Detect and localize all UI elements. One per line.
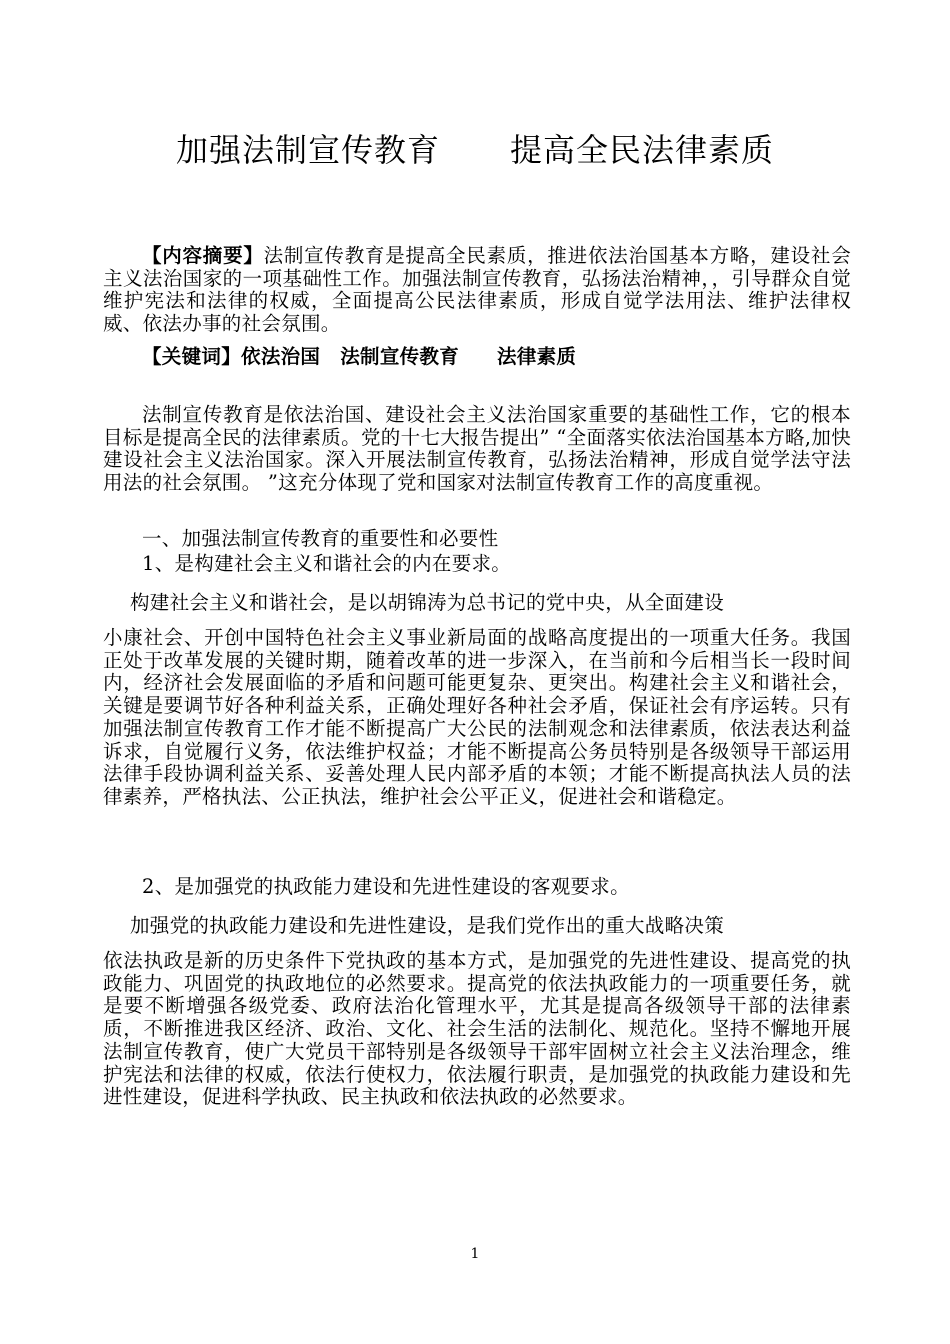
paragraph-2-first-line: 加强党的执政能力建设和先进性建设，是我们党作出的重大战略决策 <box>130 914 725 937</box>
keywords-paragraph <box>103 346 851 369</box>
paragraph-2-body: 依法执政是新的历史条件下党执政的基本方式，是加强党的先进性建设、提高党的执政能力、巩固党的执政地位的必然要求。提高党的依法执政能力的一项重要任务，就是要不断增强各级党委、政府法治化管理水平，尤其是提高各级领导干部的法律素质，不断推进我区经济、政治、文化、社会生活的法制化、规范化。坚持不懈地开展法制宣传教育，使广大党员干部特别是各级领导干部牢固树立社会主义法治理念，维护宪法和法律的权威，依法行使权力，依法履行职责，是加强党的执政能力建设和先进性建设，促进科学执政、民主执政和依法执政的必然要求。 <box>103 949 851 1109</box>
subsection-2-heading: 2、是加强党的执政能力建设和先进性建设的客观要求。 <box>142 875 630 898</box>
keyword-item: 依法治国 <box>241 345 321 368</box>
title-part-2: 提高全民法律素质 <box>510 131 775 169</box>
title-part-1: 加强法制宣传教育 <box>175 131 440 169</box>
subsection-1-heading: 1、是构建社会主义和谐社会的内在要求。 <box>142 552 512 575</box>
page-number: 1 <box>470 1246 480 1262</box>
keywords-label: 【关键词】 <box>142 345 242 368</box>
abstract-label: 【内容摘要】 <box>142 244 264 267</box>
abstract-text: 法制宣传教育是提高全民素质，推进依法治国基本方略，建设社会主义法治国家的一项基础性工作。加强法制宣传教育，弘扬法治精神，，引导群众自觉维护宪法和法律的权威，全面提高公民法律素质，形成自觉学法用法、维护法律权威、依法办事的社会氛围。 <box>103 244 851 336</box>
keyword-item: 法制宣传教育 <box>340 345 460 368</box>
paragraph-1-body: 小康社会、开创中国特色社会主义事业新局面的战略高度提出的一项重大任务。我国正处于改革发展的关键时期，随着改革的进一步深入，在当前和今后相当长一段时间内，经济社会发展面临的矛盾和问题可能更复杂、更突出。构建社会主义和谐社会，关键是要调节好各种利益关系，正确处理好各种社会矛盾，保证社会有序运转。只有加强法制宣传教育工作才能不断提高广大公民的法制观念和法律素质，依法表达利益诉求，自觉履行义务，依法维护权益；才能不断提高公务员特别是各级领导干部运用法律手段协调利益关系、妥善处理人民内部矛盾的本领；才能不断提高执法人员的法律素养，严格执法、公正执法，维护社会公平正义，促进社会和谐稳定。 <box>103 626 851 808</box>
page-title <box>0 128 950 172</box>
abstract-paragraph <box>103 245 851 336</box>
paragraph-1-first-line: 构建社会主义和谐社会，是以胡锦涛为总书记的党中央，从全面建设 <box>130 591 725 614</box>
keyword-item: 法律素质 <box>497 345 577 368</box>
intro-paragraph: 法制宣传教育是依法治国、建设社会主义法治国家重要的基础性工作，它的根本目标是提高全民的法律素质。党的十七大报告提出” “全面落实依法治国基本方略,加快建设社会主义法治国家。深入开展法制宣传教育，弘扬法治精神，形成自觉学法守法用法的社会氛围。 ”这充分体现了党和国家对法制宣传教育工作的高度重视。 <box>103 403 851 495</box>
section-1-heading: 一、加强法制宣传教育的重要性和必要性 <box>142 527 499 550</box>
